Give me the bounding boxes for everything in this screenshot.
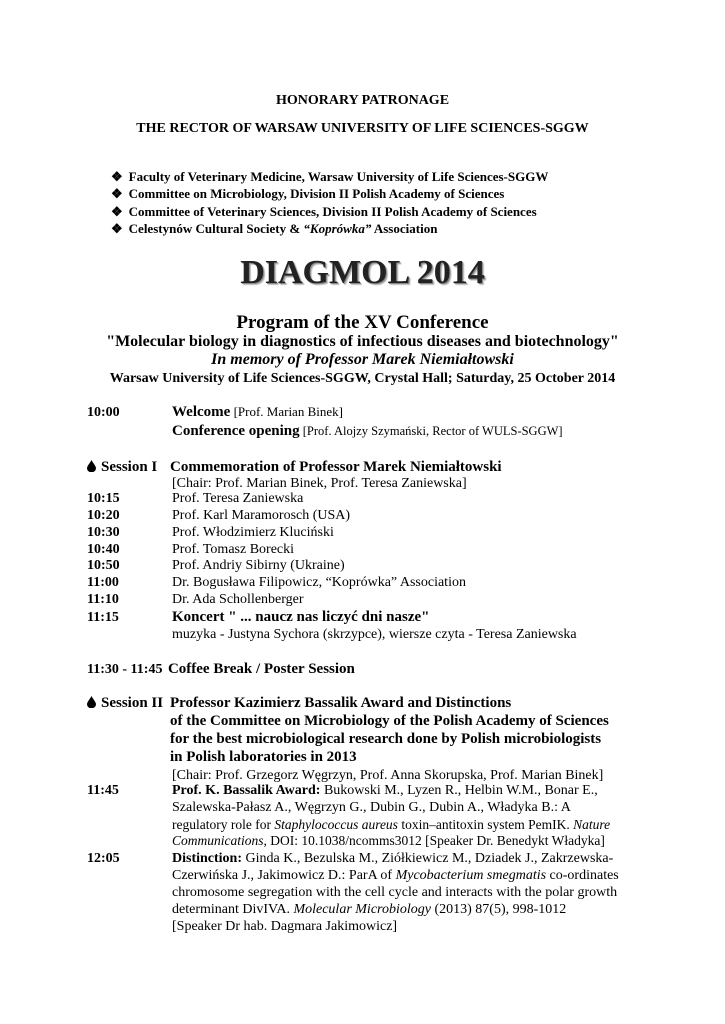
talk-speaker: Prof. Karl Maramorosch (USA) <box>172 508 351 523</box>
session-2-title-line: Professor Kazimierz Bassalik Award and Distinctions <box>170 695 512 711</box>
talk-speaker: Prof. Włodzimierz Kluciński <box>172 525 334 540</box>
distinction-line-4: determinant DivIVA. Molecular Microbiology (2013) 87(5), 998-1012 <box>172 902 567 917</box>
distinction-line-1: Distinction: Ginda K., Bezulska M., Ziółkiewicz M., Dziadek J., Zakrzewska- <box>172 851 614 866</box>
award-line-2: Szalewska-Pałasz A., Węgrzyn G., Dubin G., Dubin A., Władyka B.: A <box>172 800 571 815</box>
award-line-4: Communications, DOI: 10.1038/ncomms3012 [Speaker Dr. Benedykt Władyka] <box>172 833 605 848</box>
welcome-line: Welcome [Prof. Marian Binek] <box>172 404 343 420</box>
session-1-chair: [Chair: Prof. Marian Binek, Prof. Teresa Zaniewska] <box>172 476 467 491</box>
session-2-header: Session II <box>87 695 163 712</box>
talk-speaker: Prof. Tomasz Borecki <box>172 542 295 557</box>
talk-time: 10:20 <box>87 508 120 523</box>
session-1-header: Session I <box>87 459 157 476</box>
program-heading: Program of the XV Conference <box>236 312 489 333</box>
patron-item: ❖ Committee on Microbiology, Division II Polish Academy of Sciences <box>111 186 505 201</box>
venue-line: Warsaw University of Life Sciences-SGGW, Crystal Hall; Saturday, 25 October 2014 <box>109 371 616 386</box>
diamond-bullet-icon: ❖ <box>111 186 123 201</box>
diamond-bullet-icon: ❖ <box>111 169 123 184</box>
memorial-line: In memory of Professor Marek Niemiałtowski <box>211 351 514 368</box>
conference-title: DIAGMOL 2014 <box>240 254 485 291</box>
diamond-bullet-icon: ❖ <box>111 221 123 236</box>
session-2-title-line: of the Committee on Microbiology of the Polish Academy of Sciences <box>170 713 609 729</box>
honorary-patronage-heading: HONORARY PATRONAGE <box>275 93 450 108</box>
patron-item: ❖ Faculty of Veterinary Medicine, Warsaw University of Life Sciences-SGGW <box>111 169 549 184</box>
session-2-chair: [Chair: Prof. Grzegorz Węgrzyn, Prof. Anna Skorupska, Prof. Marian Binek] <box>172 768 604 783</box>
talk-time: 10:15 <box>87 491 120 506</box>
diamond-bullet-icon: ❖ <box>111 204 123 219</box>
patron-item: ❖ Committee of Veterinary Sciences, Division II Polish Academy of Sciences <box>111 204 537 219</box>
rector-heading: THE RECTOR OF WARSAW UNIVERSITY OF LIFE SCIENCES-SGGW <box>136 121 589 136</box>
coffee-break-row: 11:30 - 11:45 Coffee Break / Poster Session <box>87 661 355 677</box>
talk-speaker: Prof. Andriy Sibirny (Ukraine) <box>172 558 345 573</box>
talk-speaker: Dr. Ada Schollenberger <box>172 592 304 607</box>
talk-speaker: Dr. Bogusława Filipowicz, “Koprówka” Association <box>172 575 466 590</box>
concert-detail: muzyka - Justyna Sychora (skrzypce), wiersze czyta - Teresa Zaniewska <box>172 627 577 642</box>
opening-line: Conference opening [Prof. Alojzy Szymański, Rector of WULS-SGGW] <box>172 423 563 439</box>
conference-subtitle: "Molecular biology in diagnostics of infectious diseases and biotechnology" <box>106 333 619 350</box>
concert-time: 11:15 <box>87 610 119 625</box>
opening-time: 10:00 <box>87 405 120 420</box>
session-1-title: Commemoration of Professor Marek Niemiałtowski <box>170 459 502 475</box>
session-2-title-line: for the best microbiological research done by Polish microbiologists <box>170 731 602 747</box>
talk-time: 11:10 <box>87 592 119 607</box>
award-time: 11:45 <box>87 783 119 798</box>
drop-bullet-icon <box>87 460 96 472</box>
talk-time: 10:50 <box>87 558 120 573</box>
distinction-line-2: Czerwińska J., Jakimowicz D.: ParA of Mycobacterium smegmatis co-ordinates <box>172 868 619 883</box>
talk-time: 10:30 <box>87 525 120 540</box>
patron-item: ❖ Celestynów Cultural Society & “Koprówka” Association <box>111 221 438 236</box>
distinction-speaker: [Speaker Dr hab. Dagmara Jakimowicz] <box>172 919 398 934</box>
award-line-1: Prof. K. Bassalik Award: Bukowski M., Lyzen R., Helbin W.M., Bonar E., <box>172 783 598 798</box>
distinction-line-3: chromosome segregation with the cell cycle and interacts with the polar growth <box>172 885 618 900</box>
distinction-time: 12:05 <box>87 851 120 866</box>
drop-bullet-icon <box>87 696 96 708</box>
talk-speaker: Prof. Teresa Zaniewska <box>172 491 304 506</box>
talk-time: 11:00 <box>87 575 119 590</box>
award-line-3: regulatory role for Staphylococcus aureus toxin–antitoxin system PemIK. Nature <box>172 817 611 832</box>
concert-title: Koncert " ... naucz nas liczyć dni nasze" <box>172 609 430 625</box>
session-2-title-line: in Polish laboratories in 2013 <box>170 749 357 765</box>
talk-time: 10:40 <box>87 542 120 557</box>
